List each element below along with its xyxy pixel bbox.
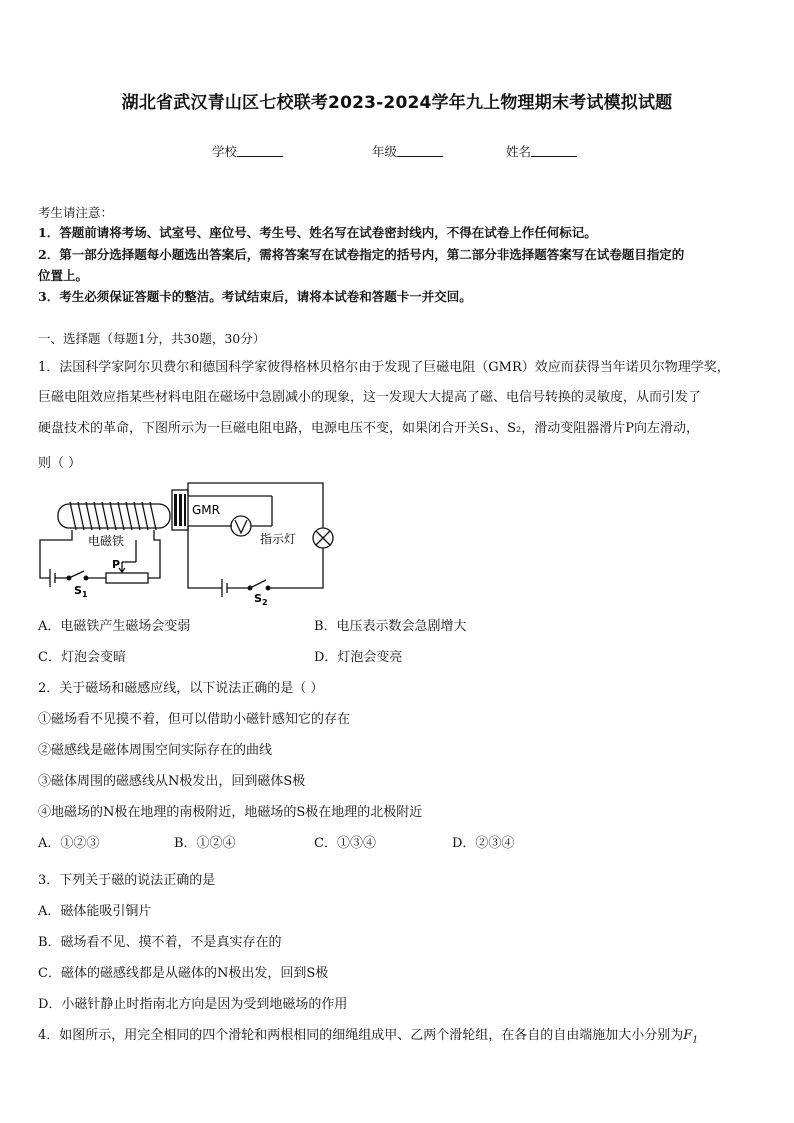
q4-stem-text: 4．如图所示，用完全相同的四个滑轮和两根相同的细绳组成甲、乙两个滑轮组，在各自的自由端施加大小分别为 [38, 1028, 684, 1043]
switch-s1 [69, 571, 84, 578]
page-title: 湖北省武汉青山区七校联考2023-2024学年九上物理期末考试模拟试题 [121, 93, 673, 113]
name-label: 姓名 [506, 144, 532, 159]
notice-item: 1．答题前请将考场、试室号、座位号、考生号、姓名写在试卷密封线内，不得在试卷上作任何标记。 [38, 225, 597, 240]
electromagnet-label: 电磁铁 [88, 534, 125, 548]
q3-option-c: C．磁体的磁感线都是从磁体的N极出发，回到S极 [38, 966, 329, 981]
notice-item: 位置上。 [38, 268, 89, 283]
q1-option-d: D．灯泡会变亮 [314, 650, 403, 665]
s1-label: $S_1$ [74, 584, 88, 599]
q2-statement: ③磁体周围的磁感线从N极发出，回到磁体S极 [38, 774, 306, 789]
s2-label: $S_2$ [254, 592, 268, 607]
question-4-stem [38, 1024, 698, 1046]
rheostat [106, 573, 148, 583]
q3-option-d: D．小磁针静止时指南北方向是因为受到地磁场的作用 [38, 997, 348, 1012]
name-field [506, 142, 577, 160]
q2-statement: ④地磁场的N极在地理的南极附近，地磁场的S极在地理的北极附近 [38, 805, 423, 820]
q2-option-c: C．①③④ [314, 836, 376, 851]
notice-heading: 考生请注意： [38, 205, 114, 220]
q2-statement: ①磁场看不见摸不着，但可以借助小磁针感知它的存在 [38, 712, 351, 727]
school-field [212, 142, 283, 160]
gmr-hatch [184, 494, 186, 526]
question-1-line: 硬盘技术的革命，下图所示为一巨磁电阻电路，电源电压不变，如果闭合开关S₁、S₂，滑动变阻器滑片P向左滑动， [38, 421, 699, 436]
q2-option-a: A．①②③ [38, 836, 100, 851]
q4-variable: $F_1$ [683, 1028, 699, 1046]
slider-p-label: P [112, 558, 121, 571]
school-blank [237, 144, 283, 157]
question-1-line: 则（ ） [38, 456, 82, 471]
q3-option-b: B．磁场看不见、摸不着，不是真实存在的 [38, 935, 282, 950]
q1-option-b: B．电压表示数会急剧增大 [314, 619, 467, 634]
notice-item: 2．第一部分选择题每小题选出答案后，需将答案写在试卷指定的括号内，第二部分非选择题答案写在试卷题目指定的 [38, 247, 685, 262]
section-heading: 一、选择题（每题1分，共30题，30分） [38, 331, 266, 346]
gmr-label: GMR [192, 503, 220, 517]
question-1-line: 巨磁电阻效应指某些材料电阻在磁场中急剧减小的现象，这一发现大大提高了磁、电信号转换的灵敏度，从而引发了 [38, 390, 702, 405]
gmr-hatch [179, 494, 182, 526]
q1-option-a: A．电磁铁产生磁场会变弱 [38, 619, 191, 634]
question-3-stem: 3．下列关于磁的说法正确的是 [38, 873, 216, 888]
q2-option-b: B．①②④ [174, 836, 236, 851]
gmr-circuit-figure [36, 478, 336, 608]
q3-option-a: A．磁体能吸引铜片 [38, 904, 152, 919]
indicator-label: 指示灯 [260, 532, 297, 546]
switch-s2 [250, 580, 266, 588]
q2-option-d: D．②③④ [452, 836, 515, 851]
coil-windings [70, 502, 156, 530]
gmr-hatch [174, 494, 177, 526]
question-2-stem: 2．关于磁场和磁感应线，以下说法正确的是（ ） [38, 681, 324, 696]
school-label: 学校 [212, 144, 238, 159]
grade-blank [397, 144, 443, 157]
name-blank [531, 144, 577, 157]
notice-item: 3．考生必须保证答题卡的整洁。考试结束后，请将本试卷和答题卡一并交回。 [38, 289, 472, 304]
q1-option-c: C．灯泡会变暗 [38, 650, 126, 665]
q2-statement: ②磁感线是磁体周围空间实际存在的曲线 [38, 743, 273, 758]
grade-label: 年级 [372, 144, 398, 159]
question-1-line: 1．法国科学家阿尔贝费尔和德国科学家彼得格林贝格尔由于发现了巨磁电阻（GMR）效应而获得当年诺贝尔物理学奖， [38, 360, 730, 375]
grade-field [372, 142, 443, 160]
